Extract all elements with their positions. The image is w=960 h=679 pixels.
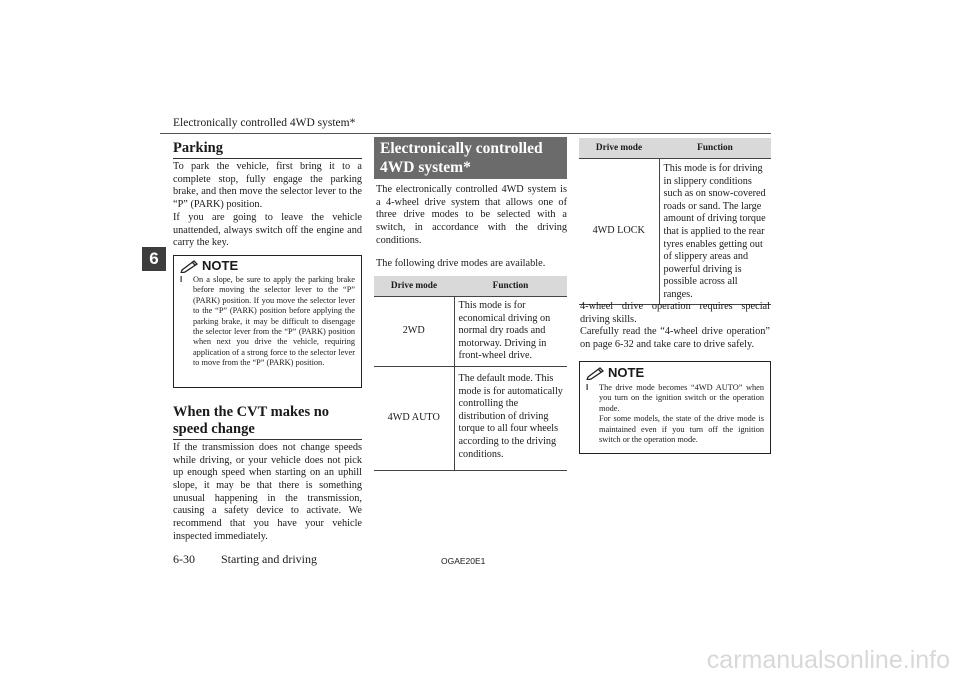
parking-title: Parking: [173, 140, 362, 159]
column-3-text: [580, 301, 770, 352]
table-header-mode: Drive mode: [374, 276, 454, 297]
four-wheel-skills-text: 4-wheel drive operation requires special driving skills.: [580, 301, 770, 325]
note-item: [580, 383, 770, 445]
parking-paragraph-1: To park the vehicle, first bring it to a complete stop, fully engage the parking brake, and then move the selector lever to the “P” (PARK) position.: [173, 161, 362, 211]
document-code: OGAE20E1: [441, 556, 486, 566]
header-rule: [160, 133, 771, 134]
pencil-note-icon: [586, 365, 606, 380]
bullet-icon: l: [180, 274, 183, 284]
read-carefully-text: Carefully read the “4-wheel drive operation” on page 6-32 and take care to drive safely.: [580, 326, 770, 351]
cvt-text: If the transmission does not change speeds while driving, or your vehicle does not pick up enough speed when starting on an uphill slope, it may be that there is something unusual happening in the transmission, causing a safety device to activate. We recommend that you have your vehicle inspected immediately.: [173, 441, 362, 542]
page-number: 6-30: [173, 552, 195, 566]
pencil-note-icon: [180, 258, 200, 273]
drive-mode-table-1: [374, 276, 567, 471]
system-intro: The electronically controlled 4WD system is a 4-wheel drive system that allows one of three drive modes to be selected with a switch, in accordance with the driving conditions.: [376, 184, 567, 246]
table-header-function: Function: [659, 138, 771, 159]
table-cell-mode: 4WD AUTO: [374, 366, 454, 470]
watermark: carmanualsonline.info: [706, 646, 950, 674]
table-cell-mode: 2WD: [374, 297, 454, 367]
parking-note-box: [173, 255, 362, 388]
table-cell-function: This mode is for driving in slippery conditions such as on snow-covered roads or sand. The large amount of driving torque that is applied to the rear tyres enables getting out of slippery areas and powerful driving is possible across all ranges.: [659, 159, 771, 305]
modes-intro: The following drive modes are available.: [376, 257, 546, 269]
note-label: NOTE: [608, 364, 645, 380]
chapter-tab: 6: [142, 247, 166, 271]
note-text: On a slope, be sure to apply the parking brake before moving the selector lever to the “P” (PARK) position. If you move the selector lever to the “P” (PARK) position before applying the parking brake, it may be difficult to disengage the selector lever from the “P” (PARK) position when next you drive the vehicle, requiring application of a strong force to the selector lever to move from the “P” (PARK) position.: [193, 274, 355, 368]
table-cell-function: The default mode. This mode is for automatically controlling the distribution of driving torque to all four wheels according to the driving conditions.: [454, 366, 567, 470]
table-row: [374, 366, 567, 470]
table-header-function: Function: [454, 276, 567, 297]
running-header: Electronically controlled 4WD system*: [173, 117, 356, 129]
parking-text: [173, 161, 362, 250]
bullet-icon: l: [586, 383, 589, 392]
section-banner: Electronically controlled 4WD system*: [374, 137, 567, 179]
note-header: [180, 258, 361, 274]
note-header: [586, 364, 770, 380]
column-1: [173, 140, 362, 544]
chapter-name: Starting and driving: [221, 552, 317, 566]
note-text-2: For some models, the state of the drive mode is maintained even if you turn off the ignition switch or the operation mode.: [599, 414, 764, 445]
parking-paragraph-2: If you are going to leave the vehicle unattended, always switch off the engine and carry the key.: [173, 211, 362, 249]
column-2: [376, 184, 567, 270]
table-header-mode: Drive mode: [579, 138, 659, 159]
note-item: [174, 275, 361, 369]
table-cell-function: This mode is for economical driving on normal dry roads and motorway. Driving in front-wheel drive.: [454, 297, 567, 367]
cvt-title: When the CVT makes no speed change: [173, 404, 362, 440]
drive-mode-note-box: [579, 361, 771, 454]
table-cell-mode: 4WD LOCK: [579, 159, 659, 305]
drive-mode-table-2: [579, 138, 771, 305]
table-row: [374, 297, 567, 367]
note-text-1: The drive mode becomes “4WD AUTO” when you turn on the ignition switch or the operation mode.: [599, 383, 764, 413]
note-label: NOTE: [202, 258, 239, 274]
table-row: [579, 159, 771, 305]
